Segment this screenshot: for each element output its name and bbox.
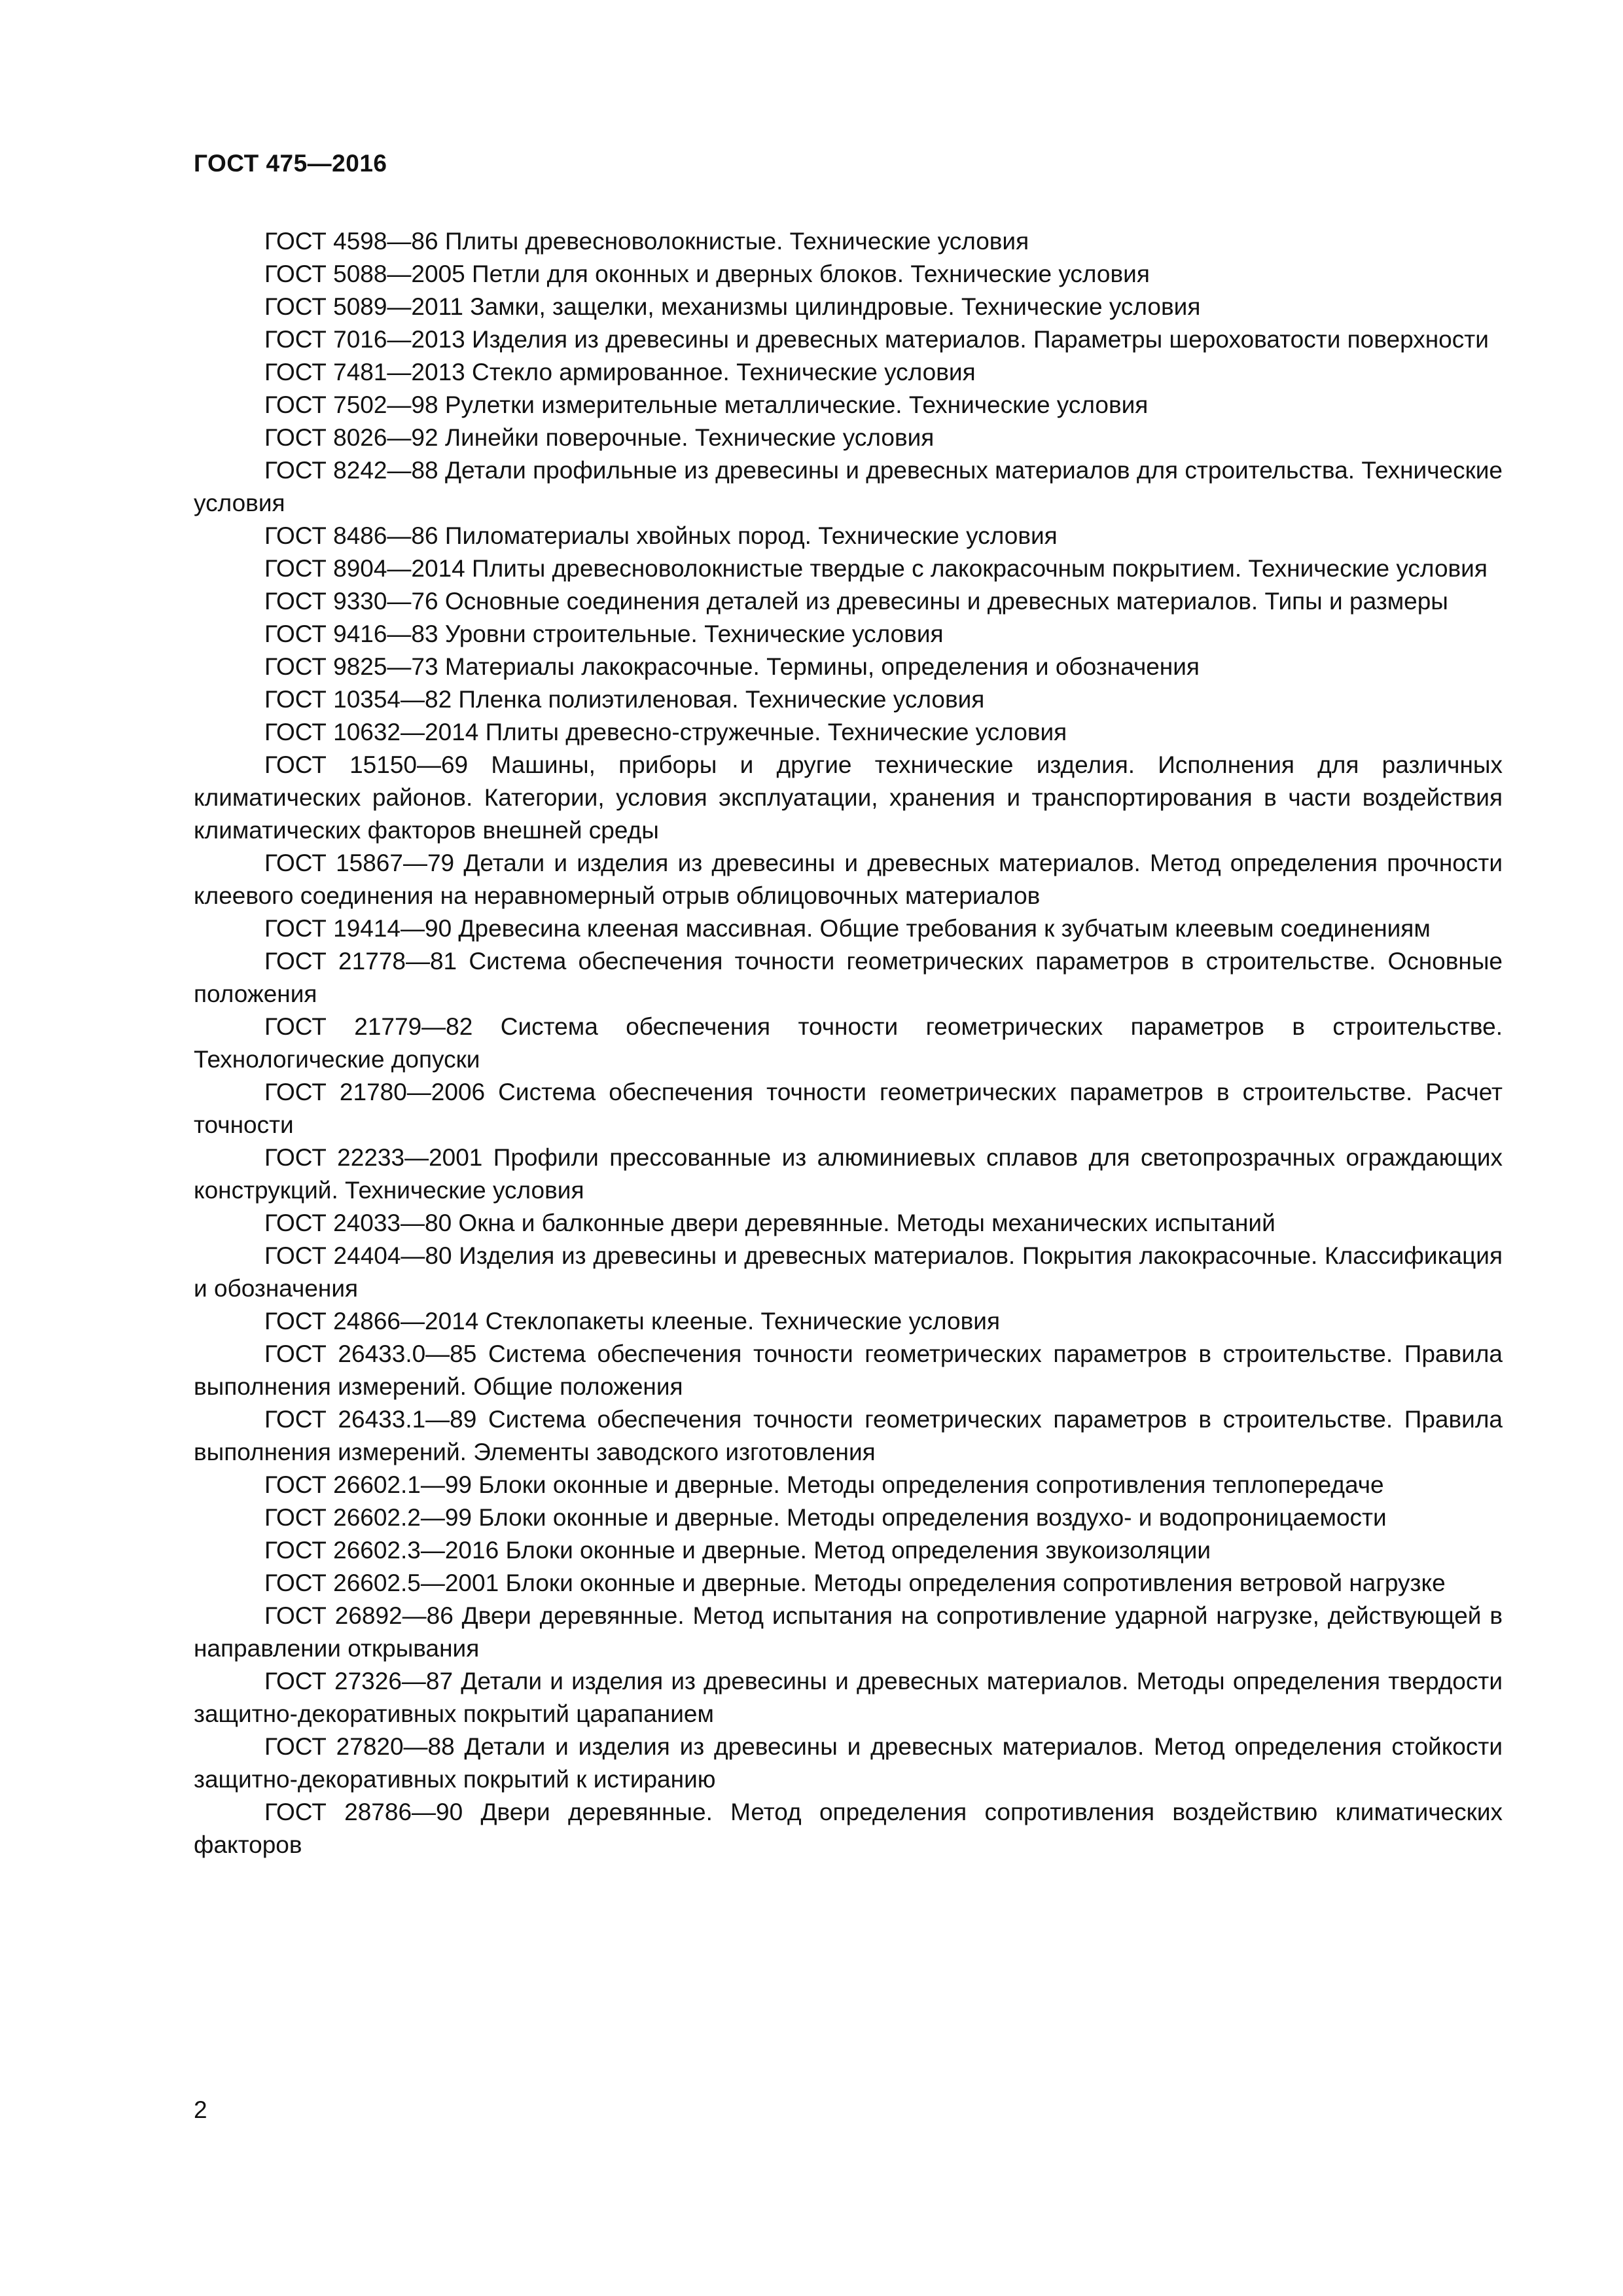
reference-item: ГОСТ 24404—80 Изделия из древесины и древесных материалов. Покрытия лакокрасочные. Классификация и обозначения (194, 1242, 1503, 1302)
reference-item: ГОСТ 8026—92 Линейки поверочные. Технические условия (264, 424, 935, 451)
page-number: 2 (194, 2096, 207, 2123)
reference-item: ГОСТ 28786—90 Двери деревянные. Метод определения сопротивления воздействию климатических факторов (194, 1799, 1503, 1858)
reference-item: ГОСТ 9330—76 Основные соединения деталей из древесины и древесных материалов. Типы и размеры (264, 588, 1448, 615)
reference-item: ГОСТ 21780—2006 Система обеспечения точности геометрических параметров в строительстве. Расчет точности (194, 1079, 1503, 1138)
reference-item: ГОСТ 7016—2013 Изделия из древесины и древесных материалов. Параметры шероховатости поверхности (264, 326, 1489, 353)
reference-item: ГОСТ 24866—2014 Стеклопакеты клееные. Технические условия (264, 1308, 1000, 1335)
document-header: ГОСТ 475—2016 (194, 150, 387, 177)
reference-item: ГОСТ 26602.1—99 Блоки оконные и дверные. Методы определения сопротивления теплопередаче (264, 1471, 1384, 1498)
reference-item: ГОСТ 24033—80 Окна и балконные двери деревянные. Методы механических испытаний (264, 1210, 1275, 1236)
reference-item: ГОСТ 8242—88 Детали профильные из древесины и древесных материалов для строительства. Технические условия (194, 457, 1503, 516)
reference-item: ГОСТ 26602.3—2016 Блоки оконные и дверные. Метод определения звукоизоляции (264, 1537, 1211, 1564)
reference-item: ГОСТ 21779—82 Система обеспечения точности геометрических параметров в строительстве. Технологические допуски (194, 1013, 1503, 1073)
reference-item: ГОСТ 9416—83 Уровни строительные. Технические условия (264, 620, 944, 647)
reference-item: ГОСТ 19414—90 Древесина клееная массивная. Общие требования к зубчатым клеевым соединениям (264, 915, 1431, 942)
reference-item: ГОСТ 26892—86 Двери деревянные. Метод испытания на сопротивление ударной нагрузке, действующей в направлении открывания (194, 1602, 1503, 1662)
reference-item: ГОСТ 15867—79 Детали и изделия из древесины и древесных материалов. Метод определения прочности клеевого соединения на неравномерный отрыв облицовочных материалов (194, 850, 1503, 909)
reference-item: ГОСТ 7502—98 Рулетки измерительные металлические. Технические условия (264, 391, 1149, 418)
reference-item: ГОСТ 26602.5—2001 Блоки оконные и дверные. Методы определения сопротивления ветровой нагрузке (264, 1570, 1446, 1596)
reference-item: ГОСТ 5089—2011 Замки, защелки, механизмы цилиндровые. Технические условия (264, 293, 1201, 320)
reference-item: ГОСТ 8486—86 Пиломатериалы хвойных пород. Технические условия (264, 522, 1058, 549)
reference-item: ГОСТ 26602.2—99 Блоки оконные и дверные. Методы определения воздухо- и водопроницаемости (264, 1504, 1387, 1531)
reference-item: ГОСТ 15150—69 Машины, приборы и другие технические изделия. Исполнения для различных климатических районов. Категории, условия эксплуатации, хранения и транспортирования в части воздействия климатических факторов внешней среды (194, 751, 1503, 844)
normative-references-list (194, 225, 1503, 1861)
reference-item: ГОСТ 26433.1—89 Система обеспечения точности геометрических параметров в строительстве. Правила выполнения измерений. Элементы заводского изготовления (194, 1406, 1503, 1465)
reference-item: ГОСТ 7481—2013 Стекло армированное. Технические условия (264, 359, 976, 386)
reference-item: ГОСТ 9825—73 Материалы лакокрасочные. Термины, определения и обозначения (264, 653, 1200, 680)
reference-item: ГОСТ 26433.0—85 Система обеспечения точности геометрических параметров в строительстве. Правила выполнения измерений. Общие положения (194, 1340, 1503, 1400)
reference-item: ГОСТ 27820—88 Детали и изделия из древесины и древесных материалов. Метод определения стойкости защитно-декоративных покрытий к истиранию (194, 1733, 1503, 1793)
reference-item: ГОСТ 4598—86 Плиты древесноволокнистые. Технические условия (264, 228, 1029, 255)
reference-item: ГОСТ 27326—87 Детали и изделия из древесины и древесных материалов. Методы определения твердости защитно-декоративных покрытий царапанием (194, 1668, 1503, 1727)
reference-item: ГОСТ 22233—2001 Профили прессованные из алюминиевых сплавов для светопрозрачных ограждающих конструкций. Технические условия (194, 1144, 1503, 1204)
reference-item: ГОСТ 21778—81 Система обеспечения точности геометрических параметров в строительстве. Основные положения (194, 948, 1503, 1007)
reference-item: ГОСТ 5088—2005 Петли для оконных и дверных блоков. Технические условия (264, 260, 1150, 287)
reference-item: ГОСТ 10354—82 Пленка полиэтиленовая. Технические условия (264, 686, 985, 713)
reference-item: ГОСТ 8904—2014 Плиты древесноволокнистые твердые с лакокрасочным покрытием. Технические условия (264, 555, 1488, 582)
reference-item: ГОСТ 10632—2014 Плиты древесно-стружечные. Технические условия (264, 719, 1067, 745)
